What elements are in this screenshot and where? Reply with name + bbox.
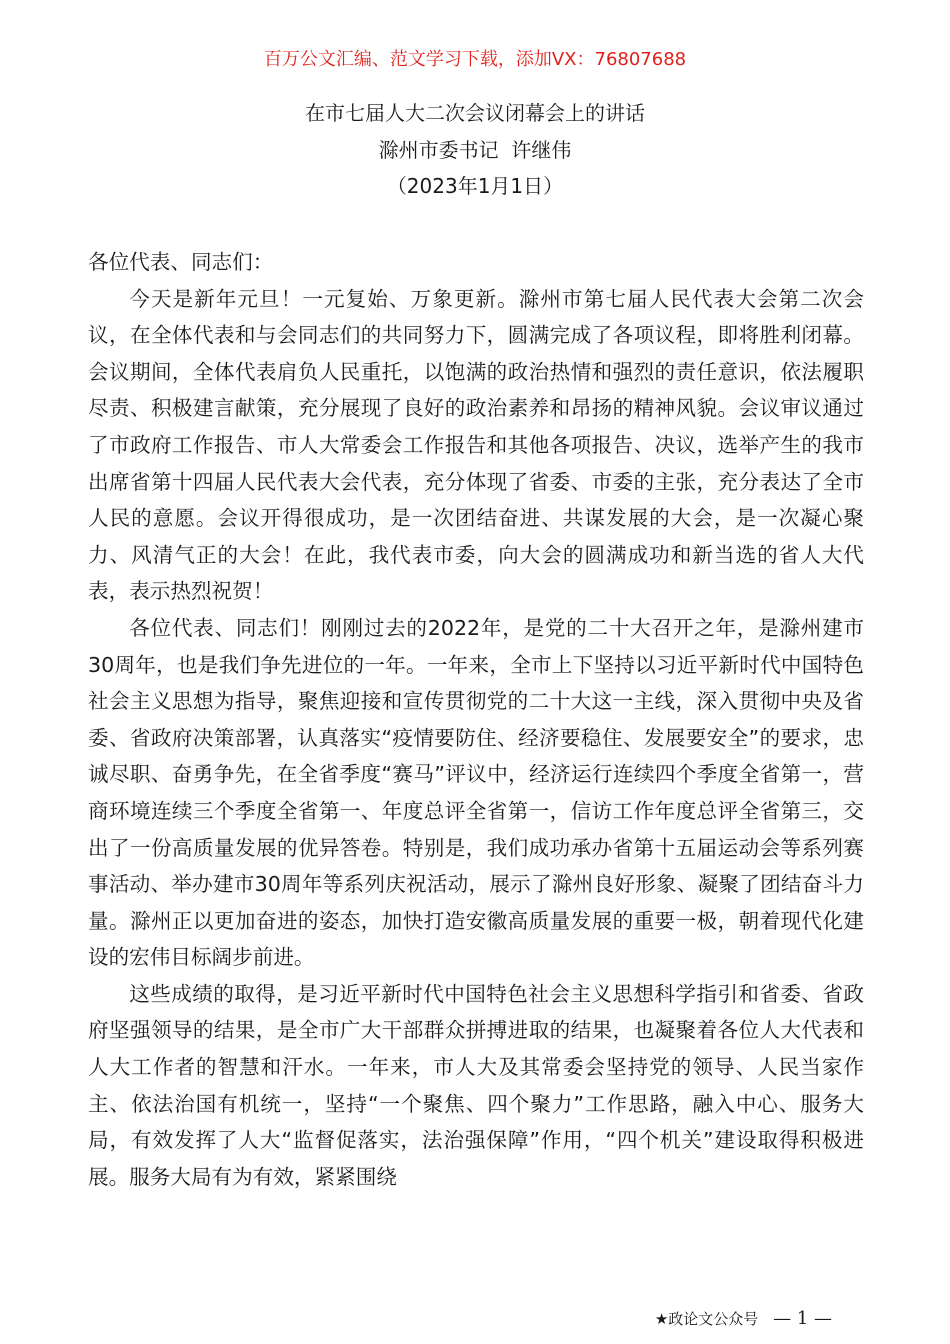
salutation: 各位代表、同志们： [88,250,274,274]
paragraph-2: 各位代表、同志们！刚刚过去的2022年，是党的二十大召开之年，是滁州建市30周年，也是我们争先进位的一年。一年来，全市上下坚持以习近平新时代中国特色社会主义思想为指导，聚焦迎接和宣传贯彻党的二十大这一主线，深入贯彻中央及省委、省政府决策部署，认真落实“疫情要防住、经济要稳住、发展要安全”的要求，忠诚尽职、奋勇争先，在全省季度“赛马”评议中，经济运行连续四个季度全省第一，营商环境连续三个季度全省第一、年度总评全省第一，信访工作年度总评全省第三，交出了一份高质量发展的优异答卷。特别是，我们成功承办省第十五届运动会等系列赛事活动、举办建市30周年等系列庆祝活动，展示了滁州良好形象、凝聚了团结奋斗力量。滁州正以更加奋进的姿态，加快打造安徽高质量发展的重要一极，朝着现代化建设的宏伟目标阔步前进。 [88,615,864,970]
page-footer [655,1308,832,1330]
paragraph-3: 这些成绩的取得，是习近平新时代中国特色社会主义思想科学指引和省委、省政府坚强领导的结果，是全市广大干部群众拼搏进取的结果，也凝聚着各位人大代表和人大工作者的智慧和汗水。一年来，市人大及其常委会坚持党的领导、人民当家作主、依法治国有机统一，坚持“一个聚焦、四个聚力”工作思路，融入中心、服务大局，有效发挥了人大“监督促落实，法治强保障”作用，“四个机关”建设取得积极进展。服务大局有为有效，紧紧围绕 [88,981,864,1189]
footer-source: ★政论文公众号 [654,1310,759,1328]
watermark-banner: 百万公文汇编、范文学习下载，添加VX：76807688 [263,49,687,70]
speech-title: 在市七届人大二次会议闭幕会上的讲话 [305,101,645,125]
paragraph-1: 今天是新年元旦！一元复始、万象更新。滁州市第七届人民代表大会第二次会议，在全体代表和与会同志们的共同努力下，圆满完成了各项议程，即将胜利闭幕。会议期间，全体代表肩负人民重托，以饱满的政治热情和强烈的责任意识，依法履职尽责、积极建言献策，充分展现了良好的政治素养和昂扬的精神风貌。会议审议通过了市政府工作报告、市人大常委会工作报告和其他各项报告、决议，选举产生的我市出席省第十四届人民代表大会代表，充分体现了省委、市委的主张，充分表达了全市人民的意愿。会议开得很成功，是一次团结奋进、共谋发展的大会，是一次凝心聚力、风清气正的大会！在此，我代表市委，向大会的圆满成功和新当选的省人大代表，表示热烈祝贺！ [88,286,864,604]
speech-date: （2023年1月1日） [386,174,564,198]
speech-body [88,244,864,1195]
page-number: — 1 — [773,1308,832,1329]
speaker-byline: 滁州市委书记 许继伟 [378,138,572,162]
